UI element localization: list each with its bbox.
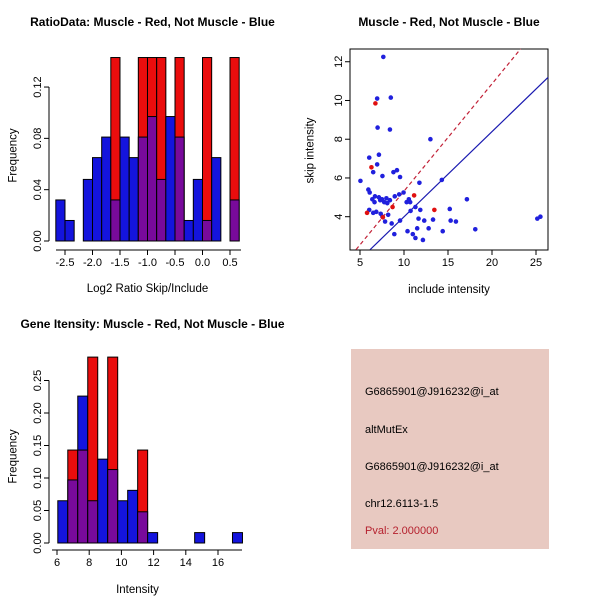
scatter-point-not-muscle <box>386 212 391 217</box>
scatter-point-not-muscle <box>374 210 379 215</box>
scatter-point-not-muscle <box>454 219 459 224</box>
scatter-point-not-muscle <box>392 194 397 199</box>
scatter-point-not-muscle <box>422 218 427 223</box>
hist-bar-blue <box>58 501 68 543</box>
scatter-point-not-muscle <box>375 162 380 167</box>
hist-bar-blue <box>93 158 102 241</box>
hist-bar-overlap <box>108 470 118 543</box>
scatter-point-not-muscle <box>416 216 421 221</box>
hist-bar-overlap <box>230 200 239 241</box>
pval-line: Pval: 2.000000 <box>365 525 439 537</box>
event-type-line: altMutEx <box>365 424 408 436</box>
x-tick-label: 6 <box>53 557 61 569</box>
scatter-point-not-muscle <box>367 155 372 160</box>
scatter-point-not-muscle <box>389 221 394 226</box>
hist-bar-blue <box>102 137 111 241</box>
muscle-trend-line <box>356 49 521 250</box>
scatter-point-not-muscle <box>371 170 376 175</box>
hist-bar-blue <box>120 137 129 241</box>
scatter-point-muscle <box>369 165 374 170</box>
scatter-point-not-muscle <box>415 226 420 231</box>
x-tick-label: 16 <box>211 557 225 569</box>
x-tick-label: 0.0 <box>194 257 211 269</box>
scatter-point-not-muscle <box>397 192 402 197</box>
scatter-point-not-muscle <box>408 209 413 214</box>
scatter-point-not-muscle <box>377 152 382 157</box>
y-tick-label: 0.10 <box>32 467 44 489</box>
y-tick-label: 0.15 <box>32 434 44 457</box>
x-tick-label: 20 <box>485 257 499 269</box>
y-tick-label: 0.04 <box>32 178 44 201</box>
scatter-point-not-muscle <box>431 217 436 222</box>
scatter-point-not-muscle <box>375 96 380 101</box>
hist-bar-blue <box>232 533 242 543</box>
ratio-histogram-plot <box>0 0 300 300</box>
x-tick-label: 14 <box>179 557 192 569</box>
scatter-point-not-muscle <box>426 226 431 231</box>
scatter-point-not-muscle <box>411 232 416 237</box>
y-tick-label: 12 <box>333 55 345 68</box>
hist-bar-overlap <box>148 117 157 241</box>
scatter-point-not-muscle <box>375 125 380 130</box>
intensity-scatter-plot <box>300 0 600 300</box>
x-tick-label: -2.0 <box>83 257 102 269</box>
x-tick-label: 10 <box>115 557 128 569</box>
ratio-hist-title: RatioData: Muscle - Red, Not Muscle - Blue <box>30 15 275 29</box>
hist-bar-overlap <box>203 220 212 241</box>
x-tick-label: 25 <box>529 257 543 269</box>
hist-bar-blue <box>193 179 202 241</box>
ratio-hist-xlabel: Log2 Ratio Skip/Include <box>86 283 209 295</box>
hist-bar-blue <box>78 396 88 450</box>
scatter-title: Muscle - Red, Not Muscle - Blue <box>358 15 540 29</box>
x-tick-label: 12 <box>147 557 160 569</box>
x-tick-label: 8 <box>86 557 93 569</box>
scatter-point-not-muscle <box>465 197 470 202</box>
scatter-point-muscle <box>381 215 386 220</box>
hist-bar-blue <box>65 220 74 241</box>
chromosome-line: chr12.6113-1.5 <box>365 498 439 510</box>
scatter-point-not-muscle <box>413 205 418 210</box>
scatter-point-muscle <box>373 101 378 106</box>
hist-bar-red <box>203 58 212 241</box>
scatter-point-not-muscle <box>388 127 393 132</box>
scatter-point-not-muscle <box>401 190 406 195</box>
scatter-point-not-muscle <box>398 175 403 180</box>
y-tick-label: 0.25 <box>32 369 44 392</box>
scatter-point-not-muscle <box>398 218 403 223</box>
scatter-point-not-muscle <box>381 55 386 60</box>
hist-bar-overlap <box>111 200 120 241</box>
scatter-point-not-muscle <box>389 95 394 100</box>
x-tick-label: -2.5 <box>55 257 75 269</box>
probe-id-line: G6865901@J916232@i_at <box>365 386 499 398</box>
y-tick-label: 0.12 <box>32 76 44 98</box>
hist-bar-overlap <box>138 137 147 241</box>
y-tick-label: 0.00 <box>32 532 44 554</box>
scatter-point-not-muscle <box>380 174 385 179</box>
hist-bar-overlap <box>138 512 148 543</box>
scatter-point-not-muscle <box>358 179 363 184</box>
hist-bar-blue <box>118 501 128 543</box>
scatter-point-not-muscle <box>395 168 400 173</box>
ratio-hist-ylabel: Frequency <box>7 128 20 183</box>
hist-bar-overlap <box>175 137 184 241</box>
hist-bar-overlap <box>78 450 88 543</box>
scatter-point-muscle <box>412 193 417 198</box>
hist-bar-blue <box>166 117 175 241</box>
y-tick-label: 0.20 <box>32 402 44 424</box>
x-tick-label: 10 <box>397 257 411 269</box>
scatter-point-not-muscle <box>413 236 418 241</box>
y-tick-label: 0.00 <box>32 230 44 252</box>
hist-bar-overlap <box>157 179 166 241</box>
scatter-point-not-muscle <box>440 229 445 234</box>
y-tick-label: 0.08 <box>32 127 44 150</box>
hist-bar-blue <box>148 533 158 543</box>
hist-bar-blue <box>83 179 92 241</box>
hist-bar-overlap <box>88 501 98 543</box>
scatter-point-not-muscle <box>388 198 393 203</box>
scatter-point-not-muscle <box>447 207 452 212</box>
scatter-point-not-muscle <box>372 200 377 205</box>
scatter-ylabel: skip intensity <box>304 117 317 184</box>
scatter-point-not-muscle <box>440 178 445 183</box>
scatter-point-not-muscle <box>405 229 410 234</box>
scatter-point-not-muscle <box>417 181 422 186</box>
gene-hist-title: Gene Itensity: Muscle - Red, Not Muscle - Blue <box>20 317 285 331</box>
hist-bar-blue <box>128 490 138 543</box>
x-tick-label: 5 <box>356 257 364 269</box>
info-panel <box>351 349 549 549</box>
scatter-point-not-muscle <box>383 219 388 224</box>
x-tick-label: -1.5 <box>110 257 130 269</box>
scatter-point-not-muscle <box>473 227 478 232</box>
scatter-point-muscle <box>432 208 437 213</box>
scatter-point-not-muscle <box>408 200 413 205</box>
y-tick-label: 6 <box>333 174 345 182</box>
y-tick-label: 10 <box>333 94 345 107</box>
scatter-point-not-muscle <box>428 137 433 142</box>
hist-bar-overlap <box>68 480 78 543</box>
scatter-point-not-muscle <box>538 214 543 219</box>
gene-hist-ylabel: Frequency <box>7 429 20 484</box>
hist-bar-blue <box>98 459 108 543</box>
not-muscle-trend-line <box>370 77 548 249</box>
x-tick-label: 0.5 <box>222 257 238 269</box>
hist-bar-blue <box>56 200 65 241</box>
hist-bar-blue <box>129 158 138 241</box>
y-tick-label: 0.05 <box>32 499 44 522</box>
hist-bar-blue <box>195 533 205 543</box>
scatter-point-muscle <box>390 205 395 210</box>
scatter-point-not-muscle <box>421 238 426 243</box>
probe-id-line-2: G6865901@J916232@i_at <box>365 461 499 473</box>
hist-bar-blue <box>212 158 221 241</box>
y-tick-label: 4 <box>333 213 345 220</box>
x-tick-label: -1.0 <box>138 257 157 269</box>
gene-hist-xlabel: Intensity <box>116 584 159 596</box>
scatter-point-not-muscle <box>448 218 453 223</box>
scatter-xlabel: include intensity <box>408 284 490 296</box>
hist-bar-blue <box>184 220 193 241</box>
scatter-point-not-muscle <box>418 208 423 213</box>
x-tick-label: 15 <box>441 257 455 269</box>
scatter-point-muscle <box>365 211 370 216</box>
scatter-point-not-muscle <box>392 232 397 237</box>
gene-histogram-plot <box>0 300 300 600</box>
y-tick-label: 8 <box>333 136 345 143</box>
x-tick-label: -0.5 <box>165 257 185 269</box>
scatter-point-not-muscle <box>367 190 372 195</box>
